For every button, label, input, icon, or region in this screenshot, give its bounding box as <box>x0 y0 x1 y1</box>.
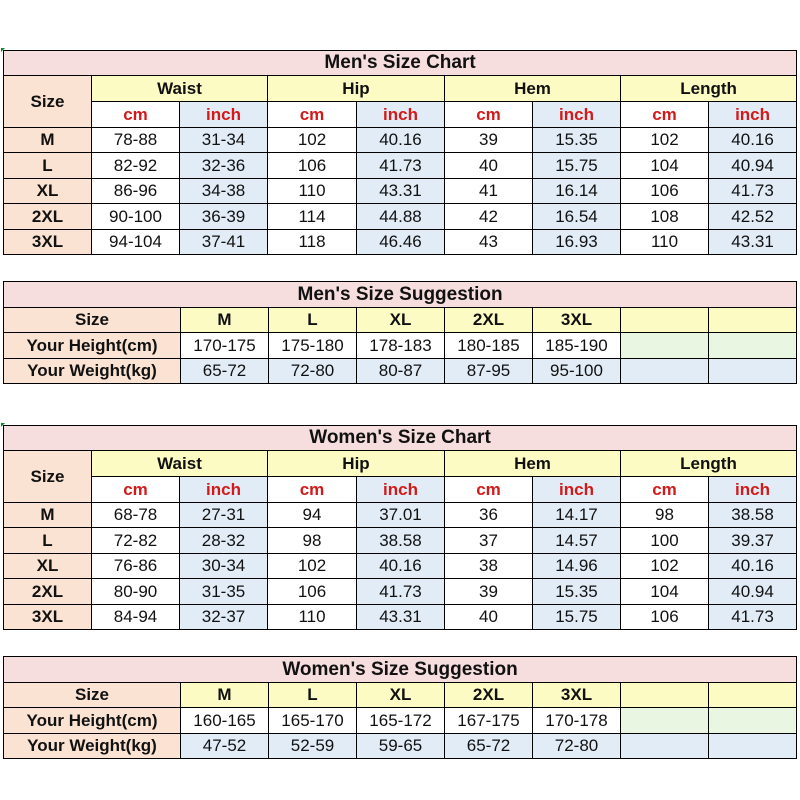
table-cell: 15.35 <box>533 579 621 605</box>
empty-cell <box>709 683 797 708</box>
table-cell: 102 <box>621 554 709 579</box>
weight-value: 87-95 <box>445 359 533 384</box>
table-cell: 46.46 <box>357 230 445 255</box>
weight-value: 80-87 <box>357 359 445 384</box>
table-cell: 106 <box>621 605 709 630</box>
table-row <box>4 153 797 179</box>
table-cell: 86-96 <box>92 179 180 204</box>
size-option: 3XL <box>533 683 621 708</box>
cm-unit-header: cm <box>268 477 357 503</box>
inch-unit-header: inch <box>180 477 268 503</box>
table-cell: 27-31 <box>180 503 268 528</box>
table-cell: 80-90 <box>92 579 180 605</box>
table-cell: 14.17 <box>533 503 621 528</box>
height-label: Your Height(cm) <box>4 708 181 734</box>
size-label: L <box>4 153 92 179</box>
size-option: 3XL <box>533 308 621 333</box>
inch-unit-header: inch <box>709 477 797 503</box>
table-cell: 16.93 <box>533 230 621 255</box>
cm-unit-header: cm <box>92 102 180 128</box>
weight-value: 59-65 <box>357 734 445 759</box>
empty-cell <box>709 308 797 333</box>
weight-label: Your Weight(kg) <box>4 734 181 759</box>
table-cell: 102 <box>268 128 357 153</box>
size-label: 3XL <box>4 230 92 255</box>
table-cell: 90-100 <box>92 204 180 230</box>
inch-unit-header: inch <box>709 102 797 128</box>
cm-unit-header: cm <box>92 477 180 503</box>
height-value: 170-175 <box>181 333 269 359</box>
size-label: M <box>4 503 92 528</box>
size-option: L <box>269 308 357 333</box>
womens-suggestion-title: Women's Size Suggestion <box>4 657 797 683</box>
table-cell: 72-82 <box>92 528 180 554</box>
table-cell: 39 <box>445 128 533 153</box>
hem-header: Hem <box>445 76 621 102</box>
table-cell: 40.16 <box>357 554 445 579</box>
table-cell: 34-38 <box>180 179 268 204</box>
table-cell: 38 <box>445 554 533 579</box>
table-cell: 106 <box>621 179 709 204</box>
size-option: XL <box>357 683 445 708</box>
table-cell: 15.75 <box>533 153 621 179</box>
table-cell: 43 <box>445 230 533 255</box>
inch-unit-header: inch <box>533 477 621 503</box>
table-cell: 31-34 <box>180 128 268 153</box>
table-cell: 68-78 <box>92 503 180 528</box>
table-cell: 39.37 <box>709 528 797 554</box>
cm-unit-header: cm <box>268 102 357 128</box>
table-cell: 37.01 <box>357 503 445 528</box>
table-cell: 14.57 <box>533 528 621 554</box>
table-cell: 106 <box>268 579 357 605</box>
size-label: XL <box>4 554 92 579</box>
size-option: M <box>181 308 269 333</box>
height-value: 165-170 <box>269 708 357 734</box>
table-cell: 39 <box>445 579 533 605</box>
table-row <box>4 605 797 630</box>
size-label: 3XL <box>4 605 92 630</box>
table-row <box>4 128 797 153</box>
size-option: M <box>181 683 269 708</box>
hem-header: Hem <box>445 451 621 477</box>
empty-cell <box>621 708 709 734</box>
table-cell: 41.73 <box>709 605 797 630</box>
table-row <box>4 554 797 579</box>
table-cell: 37 <box>445 528 533 554</box>
inch-unit-header: inch <box>180 102 268 128</box>
table-cell: 40 <box>445 153 533 179</box>
table-cell: 108 <box>621 204 709 230</box>
size-header: Size <box>4 76 92 128</box>
size-label: L <box>4 528 92 554</box>
mens-suggestion-title: Men's Size Suggestion <box>4 282 797 308</box>
womens-chart-title: Women's Size Chart <box>4 426 797 451</box>
table-cell: 118 <box>268 230 357 255</box>
table-cell: 42 <box>445 204 533 230</box>
size-option: XL <box>357 308 445 333</box>
table-cell: 41.73 <box>357 153 445 179</box>
table-cell: 110 <box>621 230 709 255</box>
table-cell: 42.52 <box>709 204 797 230</box>
table-cell: 44.88 <box>357 204 445 230</box>
table-cell: 40.94 <box>709 579 797 605</box>
size-option: L <box>269 683 357 708</box>
table-cell: 14.96 <box>533 554 621 579</box>
table-row <box>4 230 797 255</box>
table-cell: 40.94 <box>709 153 797 179</box>
table-cell: 41.73 <box>709 179 797 204</box>
table-cell: 32-37 <box>180 605 268 630</box>
table-cell: 106 <box>268 153 357 179</box>
table-cell: 37-41 <box>180 230 268 255</box>
weight-value: 95-100 <box>533 359 621 384</box>
table-cell: 94 <box>268 503 357 528</box>
table-cell: 38.58 <box>357 528 445 554</box>
table-cell: 31-35 <box>180 579 268 605</box>
mens-size-suggestion <box>3 281 797 384</box>
size-label: M <box>4 128 92 153</box>
weight-label: Your Weight(kg) <box>4 359 181 384</box>
table-cell: 36-39 <box>180 204 268 230</box>
table-cell: 38.58 <box>709 503 797 528</box>
inch-unit-header: inch <box>533 102 621 128</box>
height-value: 165-172 <box>357 708 445 734</box>
table-cell: 43.31 <box>357 179 445 204</box>
empty-cell <box>621 734 709 759</box>
empty-cell <box>709 708 797 734</box>
weight-value: 65-72 <box>181 359 269 384</box>
table-cell: 84-94 <box>92 605 180 630</box>
table-cell: 15.75 <box>533 605 621 630</box>
length-header: Length <box>621 76 797 102</box>
table-cell: 36 <box>445 503 533 528</box>
table-cell: 110 <box>268 605 357 630</box>
table-cell: 40.16 <box>709 554 797 579</box>
table-cell: 102 <box>268 554 357 579</box>
table-cell: 41 <box>445 179 533 204</box>
empty-cell <box>621 359 709 384</box>
table-cell: 94-104 <box>92 230 180 255</box>
table-cell: 102 <box>621 128 709 153</box>
table-cell: 40 <box>445 605 533 630</box>
womens-size-suggestion <box>3 656 797 759</box>
table-cell: 43.31 <box>709 230 797 255</box>
height-value: 185-190 <box>533 333 621 359</box>
size-header: Size <box>4 451 92 503</box>
size-label: Size <box>4 308 181 333</box>
height-value: 160-165 <box>181 708 269 734</box>
table-cell: 100 <box>621 528 709 554</box>
empty-cell <box>621 333 709 359</box>
mens-size-chart <box>3 50 797 255</box>
table-cell: 43.31 <box>357 605 445 630</box>
hip-header: Hip <box>268 76 445 102</box>
waist-header: Waist <box>92 76 268 102</box>
table-cell: 104 <box>621 153 709 179</box>
empty-cell <box>709 333 797 359</box>
height-value: 167-175 <box>445 708 533 734</box>
table-cell: 98 <box>268 528 357 554</box>
size-label: Size <box>4 683 181 708</box>
womens-size-chart <box>3 425 797 630</box>
empty-cell <box>709 734 797 759</box>
cm-unit-header: cm <box>445 477 533 503</box>
length-header: Length <box>621 451 797 477</box>
cm-unit-header: cm <box>621 102 709 128</box>
table-cell: 40.16 <box>357 128 445 153</box>
table-cell: 114 <box>268 204 357 230</box>
weight-value: 72-80 <box>269 359 357 384</box>
table-cell: 41.73 <box>357 579 445 605</box>
table-cell: 104 <box>621 579 709 605</box>
weight-value: 65-72 <box>445 734 533 759</box>
table-row <box>4 528 797 554</box>
weight-value: 52-59 <box>269 734 357 759</box>
size-option: 2XL <box>445 308 533 333</box>
weight-value: 72-80 <box>533 734 621 759</box>
weight-value: 47-52 <box>181 734 269 759</box>
table-cell: 16.54 <box>533 204 621 230</box>
height-value: 175-180 <box>269 333 357 359</box>
table-cell: 76-86 <box>92 554 180 579</box>
height-value: 180-185 <box>445 333 533 359</box>
height-value: 170-178 <box>533 708 621 734</box>
table-cell: 82-92 <box>92 153 180 179</box>
table-cell: 78-88 <box>92 128 180 153</box>
size-label: 2XL <box>4 579 92 605</box>
table-row <box>4 579 797 605</box>
hip-header: Hip <box>268 451 445 477</box>
table-cell: 32-36 <box>180 153 268 179</box>
table-cell: 110 <box>268 179 357 204</box>
waist-header: Waist <box>92 451 268 477</box>
table-cell: 15.35 <box>533 128 621 153</box>
table-row <box>4 179 797 204</box>
table-cell: 28-32 <box>180 528 268 554</box>
mens-chart-title: Men's Size Chart <box>4 51 797 76</box>
inch-unit-header: inch <box>357 102 445 128</box>
table-cell: 98 <box>621 503 709 528</box>
size-label: 2XL <box>4 204 92 230</box>
empty-cell <box>709 359 797 384</box>
empty-cell <box>621 308 709 333</box>
table-row <box>4 204 797 230</box>
height-label: Your Height(cm) <box>4 333 181 359</box>
size-label: XL <box>4 179 92 204</box>
inch-unit-header: inch <box>357 477 445 503</box>
height-value: 178-183 <box>357 333 445 359</box>
table-cell: 16.14 <box>533 179 621 204</box>
table-cell: 40.16 <box>709 128 797 153</box>
cm-unit-header: cm <box>621 477 709 503</box>
cm-unit-header: cm <box>445 102 533 128</box>
size-option: 2XL <box>445 683 533 708</box>
table-cell: 30-34 <box>180 554 268 579</box>
table-row <box>4 503 797 528</box>
empty-cell <box>621 683 709 708</box>
